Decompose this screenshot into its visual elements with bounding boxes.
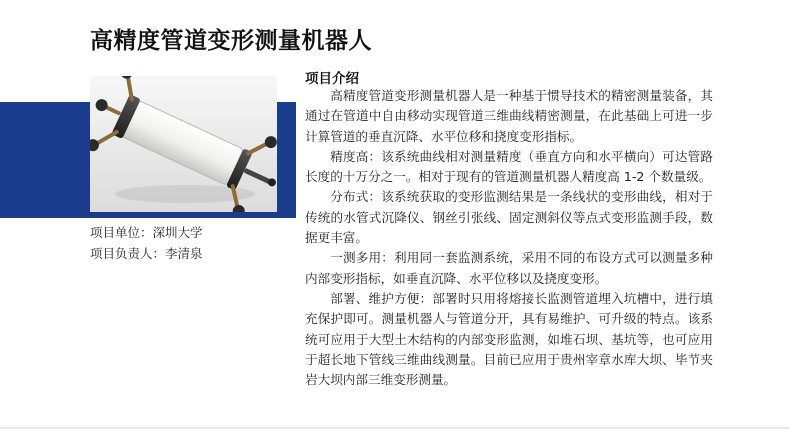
- intro-paragraph-precision: 精度高：该系统曲线相对测量精度（垂直方向和水平横向）可达管路长度的十万分之一。相对于现有的管道测量机器人精度高 1-2 个数量级。: [305, 148, 713, 185]
- project-unit: 项目单位：深圳大学: [90, 225, 203, 240]
- intro-paragraph-overview: 高精度管道变形测量机器人是一种基于惯导技术的精密测量装备，其通过在管道中自由移动实现管道三维曲线精密测量，在此基础上可进一步计算管道的垂直沉降、水平位移和挠度变形指标。: [305, 88, 713, 144]
- intro-paragraph-distributed: 分布式：该系统获取的变形监测结果是一条线状的变形曲线，相对于传统的水管式沉降仪、钢丝引张线、固定测斜仪等点式变形监测手段，数据更丰富。: [305, 189, 713, 246]
- front-wheel-side: [94, 97, 110, 113]
- intro-paragraph-multiuse: 一测多用：利用同一套监测系统，采用不同的布设方式可以测量多种内部变形指标，如垂直沉降、水平位移以及挠度变形。: [305, 250, 713, 286]
- intro-heading: 项目介绍: [305, 71, 359, 87]
- robot-tube: [119, 99, 245, 186]
- project-leader: 项目负责人：李清泉: [90, 246, 203, 261]
- page-title: 高精度管道变形测量机器人: [90, 28, 372, 54]
- robot-illustration: [90, 76, 277, 212]
- intro-paragraph-deployment: 部署、维护方便：部署时只用将熔接长监测管道埋入坑槽中，进行填充保护即可。测量机器人与管道分开，具有易维护、可升级的特点。该系统可应用于大型土木结构的内部变形监测，如堆石坝、基坑等，也可应用于超长地下管线三维曲线测量。目前已应用于贵州宰章水库大坝、毕节夹岩大坝内部三维变形测量。: [305, 290, 713, 388]
- rear-wheel-top: [263, 134, 277, 150]
- front-wheel-bottom: [90, 137, 101, 153]
- project-info: [90, 222, 203, 264]
- robot-photo: [90, 76, 277, 212]
- intro-body: [305, 86, 713, 390]
